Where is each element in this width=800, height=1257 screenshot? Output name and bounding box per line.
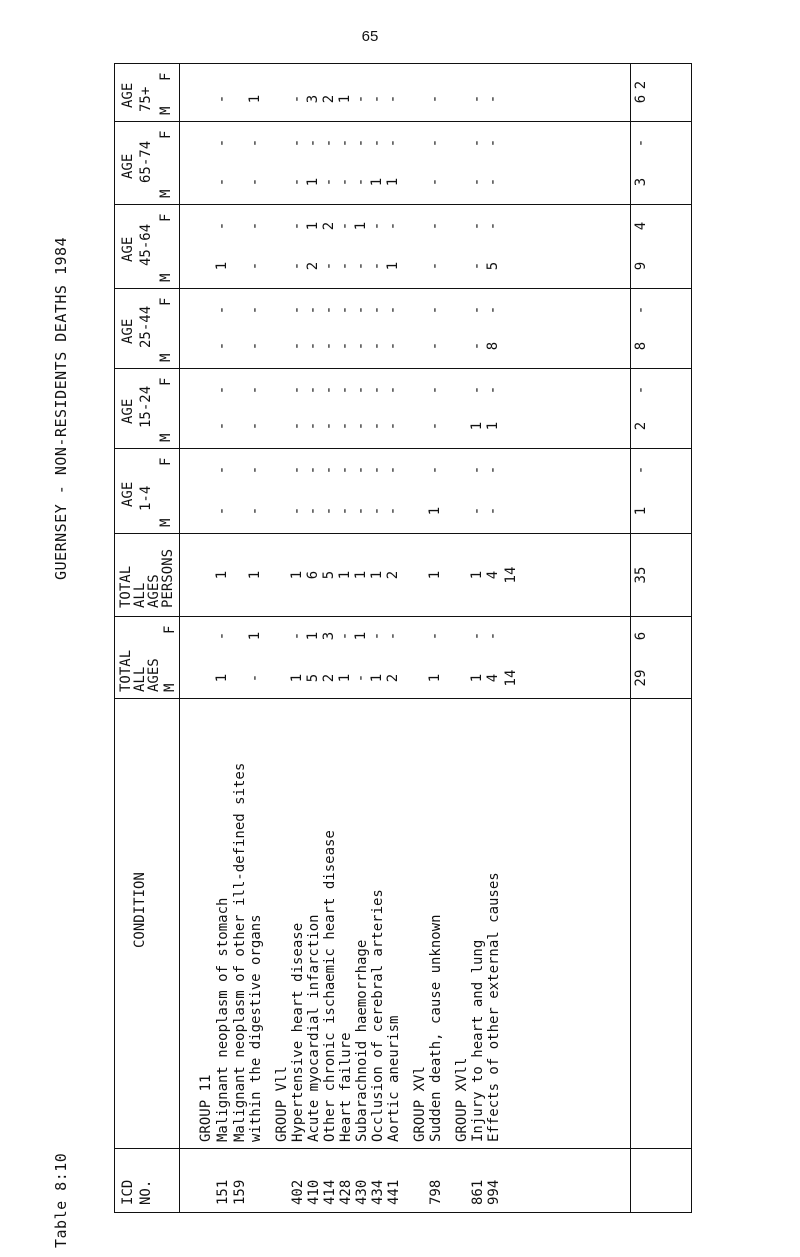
condition-label: Hypertensive heart disease xyxy=(290,922,306,1142)
condition-label: Injury to heart and lung xyxy=(470,939,486,1142)
table-cell: 5 xyxy=(321,570,337,579)
table-cell: - xyxy=(337,385,353,395)
band-separator xyxy=(114,121,692,122)
table-cell: - xyxy=(353,305,369,315)
table-cell: - xyxy=(247,138,263,148)
total-all-ages-header: ALL xyxy=(132,666,148,692)
table-cell: - xyxy=(369,421,385,431)
table-cell: - xyxy=(289,177,305,187)
icd-code: 410 xyxy=(306,1179,322,1205)
female-column-header: F xyxy=(158,457,174,466)
table-cell: 1 xyxy=(369,570,385,579)
table-cell: - xyxy=(247,221,263,231)
table-cell: - xyxy=(289,506,305,516)
table-cell: - xyxy=(369,465,385,475)
total-persons-header: AGES xyxy=(146,574,162,608)
table-cell: 3 xyxy=(321,631,337,641)
table-border xyxy=(114,63,692,1213)
table-cell: - xyxy=(289,138,305,148)
age-range-label: 15-24 xyxy=(138,385,154,428)
group-heading: GROUP XVll xyxy=(454,1057,470,1142)
table-cell: - xyxy=(469,261,485,271)
table-cell: - xyxy=(289,261,305,271)
table-cell: - xyxy=(305,138,321,148)
table-cell: - xyxy=(369,506,385,516)
total-cell: 6 xyxy=(633,631,649,641)
table-cell: 2 xyxy=(305,261,321,271)
table-cell: - xyxy=(214,631,230,641)
icd-code: 861 xyxy=(470,1179,486,1205)
table-cell: - xyxy=(214,221,230,231)
total-persons-header: TOTAL xyxy=(118,565,134,608)
age-header-label: AGE xyxy=(120,318,136,344)
condition-label: Effects of other external causes xyxy=(486,872,502,1142)
table-cell: - xyxy=(353,465,369,475)
total-cell: 2 xyxy=(633,421,649,431)
total-cell: 35 xyxy=(633,566,649,583)
header-separator xyxy=(179,63,180,1213)
table-cell: - xyxy=(485,221,501,231)
icd-header: NO. xyxy=(138,1179,154,1205)
table-cell: 1 xyxy=(305,221,321,231)
table-cell: - xyxy=(469,221,485,231)
total-cell: 4 xyxy=(633,221,649,231)
male-column-header: M xyxy=(158,273,174,282)
table-cell: - xyxy=(385,341,401,351)
table-cell: - xyxy=(289,94,305,104)
icd-code: 159 xyxy=(232,1179,248,1205)
table-cell: - xyxy=(247,673,263,683)
table-cell: - xyxy=(353,421,369,431)
table-cell: - xyxy=(469,631,485,641)
icd-header: ICD xyxy=(120,1179,136,1205)
condition-label: Malignant neoplasm of stomach xyxy=(215,897,231,1142)
male-column-header: M xyxy=(158,433,174,442)
table-cell: 4 xyxy=(485,570,501,579)
table-cell: - xyxy=(321,138,337,148)
table-cell: - xyxy=(469,341,485,351)
total-cell: - xyxy=(633,385,649,395)
table-cell: - xyxy=(289,305,305,315)
table-cell: - xyxy=(337,421,353,431)
table-cell: 5 xyxy=(305,673,321,683)
band-separator xyxy=(114,204,692,205)
total-cell: 8 xyxy=(633,341,649,351)
table-cell: - xyxy=(469,506,485,516)
table-cell: 1 xyxy=(247,94,263,104)
table-cell: 6 xyxy=(305,570,321,579)
table-cell: - xyxy=(353,94,369,104)
table-cell: - xyxy=(369,94,385,104)
table-cell: - xyxy=(305,385,321,395)
table-cell: 1 xyxy=(337,94,353,104)
table-cell: 1 xyxy=(214,261,230,271)
table-cell: - xyxy=(214,341,230,351)
table-cell: - xyxy=(427,177,443,187)
female-column-header: F xyxy=(158,130,174,139)
table-label: Table 8:10 xyxy=(52,1152,70,1248)
table-cell: - xyxy=(427,631,443,641)
table-cell: 1 xyxy=(353,570,369,579)
table-cell: - xyxy=(247,341,263,351)
table-cell: - xyxy=(289,465,305,475)
male-column-header: M xyxy=(158,189,174,198)
group-heading: GROUP Vll xyxy=(274,1066,290,1142)
table-cell: 2 xyxy=(321,673,337,683)
table-cell: - xyxy=(369,305,385,315)
table-cell: - xyxy=(469,94,485,104)
icd-code: 798 xyxy=(428,1179,444,1205)
total-all-ages-header: TOTAL xyxy=(118,649,134,692)
table-cell: 4 xyxy=(485,673,501,683)
condition-label: Heart failure xyxy=(338,1032,354,1142)
table-cell: - xyxy=(427,421,443,431)
table-cell: 1 xyxy=(385,261,401,271)
table-cell: - xyxy=(321,465,337,475)
table-cell: - xyxy=(337,261,353,271)
group-heading: GROUP 11 xyxy=(198,1074,214,1142)
table-cell: - xyxy=(353,341,369,351)
table-cell: 1 xyxy=(305,177,321,187)
table-cell: - xyxy=(427,138,443,148)
table-cell: - xyxy=(353,506,369,516)
total-cell: 2 xyxy=(633,80,649,90)
table-cell: - xyxy=(321,261,337,271)
table-cell: - xyxy=(427,261,443,271)
total-cell: - xyxy=(633,138,649,148)
table-cell: 1 xyxy=(369,177,385,187)
condition-label: Aortic aneurism xyxy=(386,1015,402,1142)
icd-code: 994 xyxy=(486,1179,502,1205)
icd-code: 151 xyxy=(215,1179,231,1205)
totals-separator xyxy=(630,63,631,1213)
table-cell: - xyxy=(214,385,230,395)
table-cell: - xyxy=(385,421,401,431)
table-cell: - xyxy=(385,138,401,148)
table-cell: - xyxy=(353,138,369,148)
table-cell: 1 xyxy=(469,673,485,683)
female-column-header: F xyxy=(162,625,178,634)
table-cell: - xyxy=(321,177,337,187)
female-column-header: F xyxy=(158,377,174,386)
band-separator xyxy=(114,448,692,449)
table-cell: - xyxy=(247,177,263,187)
band-separator xyxy=(114,698,692,699)
total-cell: 9 xyxy=(633,261,649,271)
table-cell: - xyxy=(247,465,263,475)
table-cell: - xyxy=(305,465,321,475)
table-cell: 1 xyxy=(485,421,501,431)
table-title: GUERNSEY - NON-RESIDENTS DEATHS 1984 xyxy=(52,236,70,580)
table-cell: - xyxy=(214,506,230,516)
table-cell: - xyxy=(214,305,230,315)
table-cell: - xyxy=(337,138,353,148)
table-cell: - xyxy=(289,221,305,231)
icd-code: 402 xyxy=(290,1179,306,1205)
table-cell: 1 xyxy=(469,570,485,579)
total-persons-header: PERSONS xyxy=(160,548,176,608)
total-cell: 3 xyxy=(633,177,649,187)
total-cell: 29 xyxy=(633,669,649,687)
table-cell: 1 xyxy=(247,570,263,579)
table-cell: 14 xyxy=(503,669,519,687)
table-cell: 8 xyxy=(485,341,501,351)
table-cell: 1 xyxy=(214,673,230,683)
age-range-label: 25-44 xyxy=(138,305,154,348)
condition-header: CONDITION xyxy=(132,872,148,948)
age-header-label: AGE xyxy=(120,82,136,108)
table-cell: - xyxy=(337,341,353,351)
band-separator xyxy=(114,1148,692,1149)
table-cell: 5 xyxy=(485,261,501,271)
table-cell: 1 xyxy=(247,631,263,641)
table-cell: 1 xyxy=(289,673,305,683)
table-cell: - xyxy=(289,385,305,395)
table-cell: - xyxy=(427,221,443,231)
table-cell: - xyxy=(337,631,353,641)
icd-code: 441 xyxy=(386,1179,402,1205)
table-cell: 1 xyxy=(469,421,485,431)
table-cell: - xyxy=(369,385,385,395)
table-cell: - xyxy=(305,421,321,431)
table-cell: - xyxy=(337,305,353,315)
age-header-label: AGE xyxy=(120,481,136,507)
table-cell: - xyxy=(385,631,401,641)
table-cell: - xyxy=(247,385,263,395)
table-cell: - xyxy=(353,673,369,683)
total-cell: - xyxy=(633,305,649,315)
male-column-header: M xyxy=(162,683,178,692)
table-cell: 1 xyxy=(337,673,353,683)
group-heading: GROUP XVl xyxy=(412,1066,428,1142)
condition-label: Malignant neoplasm of other ill-defined sites xyxy=(232,762,248,1142)
total-cell: 1 xyxy=(633,506,649,516)
age-range-label: 65-74 xyxy=(138,140,154,183)
table-cell: 2 xyxy=(321,221,337,231)
table-cell: - xyxy=(369,341,385,351)
table-cell: 2 xyxy=(385,673,401,683)
table-cell: - xyxy=(321,305,337,315)
condition-label: Sudden death, cause unknown xyxy=(428,914,444,1142)
male-column-header: M xyxy=(158,353,174,362)
table-cell: - xyxy=(369,261,385,271)
table-cell: - xyxy=(337,177,353,187)
total-all-ages-header: AGES xyxy=(146,658,162,692)
table-cell: - xyxy=(247,305,263,315)
table-cell: - xyxy=(385,465,401,475)
table-cell: 2 xyxy=(321,94,337,104)
table-cell: - xyxy=(485,305,501,315)
table-cell: - xyxy=(214,465,230,475)
table-cell: - xyxy=(469,305,485,315)
age-range-label: 75+ xyxy=(138,86,154,112)
band-separator xyxy=(114,616,692,617)
icd-code: 414 xyxy=(322,1179,338,1205)
table-cell: - xyxy=(337,506,353,516)
table-cell: - xyxy=(337,465,353,475)
icd-code: 434 xyxy=(370,1179,386,1205)
table-cell: 1 xyxy=(385,177,401,187)
table-cell: 1 xyxy=(353,221,369,231)
table-cell: - xyxy=(469,385,485,395)
table-cell: 1 xyxy=(337,570,353,579)
table-cell: 1 xyxy=(289,570,305,579)
table-cell: 1 xyxy=(427,673,443,683)
band-separator xyxy=(114,533,692,534)
table-cell: - xyxy=(305,341,321,351)
table-cell: - xyxy=(353,261,369,271)
table-cell: - xyxy=(485,506,501,516)
table-cell: 1 xyxy=(427,570,443,579)
table-cell: - xyxy=(385,94,401,104)
table-cell: - xyxy=(385,385,401,395)
total-cell: 6 xyxy=(633,94,649,104)
table-cell: - xyxy=(469,177,485,187)
table-cell: - xyxy=(321,506,337,516)
table-cell: - xyxy=(385,305,401,315)
female-column-header: F xyxy=(158,72,174,81)
table-cell: - xyxy=(469,465,485,475)
table-cell: - xyxy=(305,305,321,315)
table-cell: - xyxy=(214,138,230,148)
table-cell: - xyxy=(427,385,443,395)
table-cell: - xyxy=(305,506,321,516)
table-cell: - xyxy=(247,421,263,431)
age-range-label: 45-64 xyxy=(138,223,154,266)
table-cell: - xyxy=(485,385,501,395)
band-separator xyxy=(114,368,692,369)
table-cell: 2 xyxy=(385,570,401,579)
icd-code: 430 xyxy=(354,1179,370,1205)
total-persons-header: ALL xyxy=(132,582,148,608)
table-cell: - xyxy=(427,94,443,104)
total-cell: - xyxy=(633,465,649,475)
male-column-header: M xyxy=(158,518,174,527)
female-column-header: F xyxy=(158,297,174,306)
table-cell: - xyxy=(214,177,230,187)
table-cell: - xyxy=(469,138,485,148)
age-header-label: AGE xyxy=(120,398,136,424)
table-cell: - xyxy=(214,421,230,431)
table-cell: - xyxy=(485,465,501,475)
table-cell: - xyxy=(485,138,501,148)
condition-label: Occlusion of cerebral arteries xyxy=(370,889,386,1142)
table-cell: - xyxy=(427,305,443,315)
table-cell: - xyxy=(321,341,337,351)
table-cell: 1 xyxy=(214,570,230,579)
table-cell: - xyxy=(369,221,385,231)
table-cell: - xyxy=(485,177,501,187)
page-number: 65 xyxy=(361,28,379,45)
table-cell: 1 xyxy=(427,506,443,516)
table-cell: 1 xyxy=(353,631,369,641)
age-header-label: AGE xyxy=(120,236,136,262)
table-cell: - xyxy=(427,341,443,351)
table-cell: 3 xyxy=(305,94,321,104)
table-cell: 14 xyxy=(503,566,519,583)
table-cell: - xyxy=(321,421,337,431)
male-column-header: M xyxy=(158,106,174,115)
condition-label: within the digestive organs xyxy=(248,914,264,1142)
table-cell: - xyxy=(385,221,401,231)
condition-label: Acute myocardial infarction xyxy=(306,914,322,1142)
table-cell: - xyxy=(247,261,263,271)
table-cell: - xyxy=(427,465,443,475)
condition-label: Other chronic ischaemic heart disease xyxy=(322,830,338,1142)
table-cell: 1 xyxy=(305,631,321,641)
table-cell: - xyxy=(369,138,385,148)
table-cell: - xyxy=(289,631,305,641)
age-range-label: 1-4 xyxy=(138,485,154,511)
table-cell: - xyxy=(321,385,337,395)
table-cell: - xyxy=(353,177,369,187)
table-cell: - xyxy=(247,506,263,516)
table-cell: - xyxy=(369,631,385,641)
table-cell: - xyxy=(289,421,305,431)
condition-label: Subarachnoid haemorrhage xyxy=(354,939,370,1142)
table-cell: - xyxy=(485,631,501,641)
icd-code: 428 xyxy=(338,1179,354,1205)
table-cell: - xyxy=(353,385,369,395)
table-cell: 1 xyxy=(369,673,385,683)
table-cell: - xyxy=(385,506,401,516)
table-cell: - xyxy=(214,94,230,104)
female-column-header: F xyxy=(158,213,174,222)
age-header-label: AGE xyxy=(120,153,136,179)
data-table xyxy=(114,63,692,1213)
table-cell: - xyxy=(485,94,501,104)
band-separator xyxy=(114,288,692,289)
table-cell: - xyxy=(337,221,353,231)
table-cell: - xyxy=(289,341,305,351)
